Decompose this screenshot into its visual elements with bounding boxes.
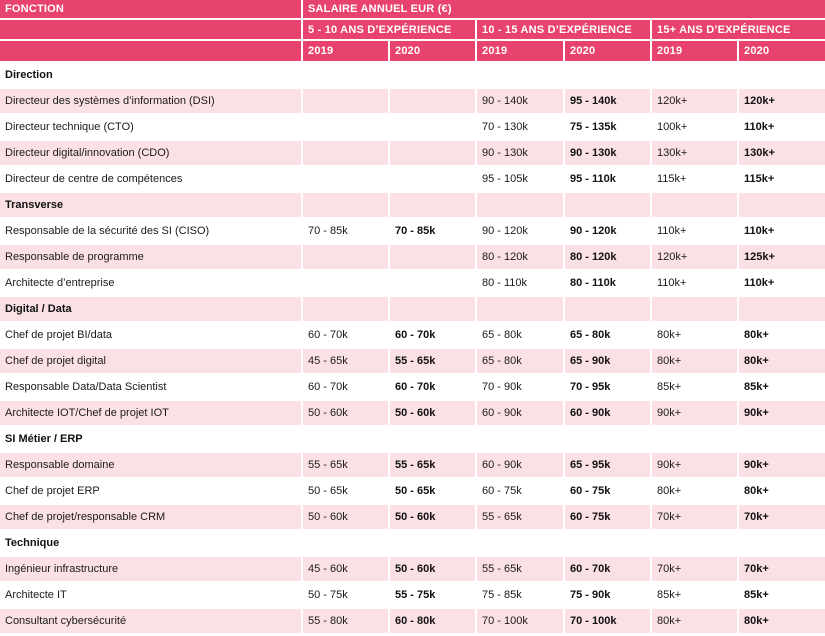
fonction-label: Consultant cybersécurité bbox=[0, 608, 302, 634]
table-row bbox=[0, 582, 825, 608]
fonction-label: Responsable domaine bbox=[0, 452, 302, 478]
table-row bbox=[0, 166, 825, 192]
salary-cell-2019: 70 - 90k bbox=[476, 374, 564, 400]
empty-cell bbox=[564, 62, 651, 88]
table-row bbox=[0, 452, 825, 478]
empty-cell bbox=[389, 192, 476, 218]
salary-cell-2019: 70 - 85k bbox=[302, 218, 389, 244]
salary-cell-2019: 90 - 140k bbox=[476, 88, 564, 114]
table-row bbox=[0, 88, 825, 114]
salary-cell-2019: 95 - 105k bbox=[476, 166, 564, 192]
salary-cell-2019: 70 - 130k bbox=[476, 114, 564, 140]
fonction-label: Ingénieur infrastructure bbox=[0, 556, 302, 582]
salary-cell-2019: 60 - 90k bbox=[476, 452, 564, 478]
salary-cell-2020 bbox=[389, 140, 476, 166]
salary-cell-2020: 60 - 90k bbox=[564, 400, 651, 426]
salary-cell-2020: 60 - 75k bbox=[564, 478, 651, 504]
salary-cell-2019: 50 - 60k bbox=[302, 504, 389, 530]
salary-cell-2019: 110k+ bbox=[651, 218, 738, 244]
salary-cell-2019 bbox=[302, 140, 389, 166]
salary-cell-2019: 90 - 120k bbox=[476, 218, 564, 244]
salary-cell-2020: 90k+ bbox=[738, 452, 825, 478]
salary-cell-2020: 110k+ bbox=[738, 114, 825, 140]
salary-cell-2020: 55 - 65k bbox=[389, 348, 476, 374]
header-year: 2020 bbox=[564, 40, 651, 62]
salary-cell-2019: 55 - 65k bbox=[476, 556, 564, 582]
salary-cell-2019: 120k+ bbox=[651, 244, 738, 270]
fonction-label: Architecte d’entreprise bbox=[0, 270, 302, 296]
header-spacer bbox=[0, 40, 302, 62]
category-row bbox=[0, 530, 825, 556]
empty-cell bbox=[476, 296, 564, 322]
salary-cell-2020: 70k+ bbox=[738, 504, 825, 530]
salary-cell-2020: 60 - 70k bbox=[564, 556, 651, 582]
salary-cell-2019: 70k+ bbox=[651, 504, 738, 530]
empty-cell bbox=[302, 62, 389, 88]
table-body bbox=[0, 62, 825, 634]
salary-cell-2019: 120k+ bbox=[651, 88, 738, 114]
header-spacer bbox=[0, 19, 302, 40]
category-row bbox=[0, 192, 825, 218]
salary-cell-2020: 65 - 95k bbox=[564, 452, 651, 478]
salary-cell-2019: 45 - 65k bbox=[302, 348, 389, 374]
header-year: 2020 bbox=[738, 40, 825, 62]
salary-cell-2019: 50 - 75k bbox=[302, 582, 389, 608]
empty-cell bbox=[738, 192, 825, 218]
header-fonction: FONCTION bbox=[0, 0, 302, 19]
empty-cell bbox=[564, 192, 651, 218]
empty-cell bbox=[302, 426, 389, 452]
table-row bbox=[0, 374, 825, 400]
salary-cell-2019: 80k+ bbox=[651, 478, 738, 504]
category-label: Direction bbox=[0, 62, 302, 88]
fonction-label: Architecte IT bbox=[0, 582, 302, 608]
salary-cell-2019: 75 - 85k bbox=[476, 582, 564, 608]
salary-cell-2020: 60 - 70k bbox=[389, 322, 476, 348]
salary-cell-2020: 70k+ bbox=[738, 556, 825, 582]
empty-cell bbox=[651, 62, 738, 88]
salary-cell-2020 bbox=[389, 114, 476, 140]
salary-cell-2019: 85k+ bbox=[651, 374, 738, 400]
salary-cell-2020: 80k+ bbox=[738, 608, 825, 634]
salary-cell-2020: 110k+ bbox=[738, 270, 825, 296]
table-row bbox=[0, 348, 825, 374]
salary-cell-2019: 70 - 100k bbox=[476, 608, 564, 634]
table-row bbox=[0, 556, 825, 582]
salary-cell-2020: 80 - 120k bbox=[564, 244, 651, 270]
empty-cell bbox=[564, 296, 651, 322]
salary-cell-2020: 85k+ bbox=[738, 374, 825, 400]
salary-cell-2019: 50 - 60k bbox=[302, 400, 389, 426]
salary-cell-2020: 80k+ bbox=[738, 322, 825, 348]
salary-cell-2019: 80k+ bbox=[651, 322, 738, 348]
salary-cell-2020: 75 - 90k bbox=[564, 582, 651, 608]
empty-cell bbox=[738, 530, 825, 556]
table-row bbox=[0, 244, 825, 270]
salary-cell-2020: 80k+ bbox=[738, 348, 825, 374]
salary-cell-2019: 55 - 65k bbox=[302, 452, 389, 478]
fonction-label: Directeur digital/innovation (CDO) bbox=[0, 140, 302, 166]
salary-cell-2019: 65 - 80k bbox=[476, 348, 564, 374]
fonction-label: Directeur technique (CTO) bbox=[0, 114, 302, 140]
table-row bbox=[0, 218, 825, 244]
empty-cell bbox=[302, 192, 389, 218]
salary-cell-2019: 50 - 65k bbox=[302, 478, 389, 504]
category-row bbox=[0, 296, 825, 322]
salary-cell-2020 bbox=[389, 244, 476, 270]
empty-cell bbox=[651, 192, 738, 218]
empty-cell bbox=[651, 426, 738, 452]
salary-cell-2019 bbox=[302, 244, 389, 270]
salary-cell-2020: 50 - 60k bbox=[389, 504, 476, 530]
fonction-label: Chef de projet ERP bbox=[0, 478, 302, 504]
salary-cell-2020: 90k+ bbox=[738, 400, 825, 426]
header-year: 2020 bbox=[389, 40, 476, 62]
category-label: Technique bbox=[0, 530, 302, 556]
fonction-label: Responsable de la sécurité des SI (CISO) bbox=[0, 218, 302, 244]
salary-cell-2020: 65 - 80k bbox=[564, 322, 651, 348]
fonction-label: Responsable de programme bbox=[0, 244, 302, 270]
salary-cell-2019: 80k+ bbox=[651, 608, 738, 634]
category-label: Digital / Data bbox=[0, 296, 302, 322]
salary-cell-2019: 115k+ bbox=[651, 166, 738, 192]
salary-cell-2020: 60 - 80k bbox=[389, 608, 476, 634]
table-row bbox=[0, 322, 825, 348]
empty-cell bbox=[389, 426, 476, 452]
header-group-10-15: 10 - 15 ANS D’EXPÉRIENCE bbox=[476, 19, 651, 40]
fonction-label: Chef de projet/responsable CRM bbox=[0, 504, 302, 530]
fonction-label: Responsable Data/Data Scientist bbox=[0, 374, 302, 400]
empty-cell bbox=[389, 62, 476, 88]
salary-cell-2020: 80 - 110k bbox=[564, 270, 651, 296]
salary-cell-2020: 50 - 65k bbox=[389, 478, 476, 504]
salary-cell-2020 bbox=[389, 270, 476, 296]
salary-cell-2019: 45 - 60k bbox=[302, 556, 389, 582]
salary-cell-2019: 60 - 75k bbox=[476, 478, 564, 504]
salary-cell-2019 bbox=[302, 270, 389, 296]
salary-cell-2020: 60 - 75k bbox=[564, 504, 651, 530]
salary-cell-2020: 120k+ bbox=[738, 88, 825, 114]
fonction-label: Architecte IOT/Chef de projet IOT bbox=[0, 400, 302, 426]
salary-cell-2019: 130k+ bbox=[651, 140, 738, 166]
salary-cell-2019: 60 - 90k bbox=[476, 400, 564, 426]
category-row bbox=[0, 426, 825, 452]
salary-cell-2019: 80 - 110k bbox=[476, 270, 564, 296]
salary-cell-2020 bbox=[389, 88, 476, 114]
fonction-label: Directeur des systèmes d’information (DSI) bbox=[0, 88, 302, 114]
fonction-label: Chef de projet digital bbox=[0, 348, 302, 374]
salary-cell-2020: 95 - 110k bbox=[564, 166, 651, 192]
salary-cell-2019: 80k+ bbox=[651, 348, 738, 374]
header-year: 2019 bbox=[476, 40, 564, 62]
empty-cell bbox=[302, 530, 389, 556]
header-year: 2019 bbox=[651, 40, 738, 62]
empty-cell bbox=[651, 296, 738, 322]
header-year: 2019 bbox=[302, 40, 389, 62]
empty-cell bbox=[738, 426, 825, 452]
salary-cell-2020: 115k+ bbox=[738, 166, 825, 192]
header-salaire: SALAIRE ANNUEL EUR (€) bbox=[302, 0, 825, 19]
salary-cell-2019: 100k+ bbox=[651, 114, 738, 140]
fonction-label: Chef de projet BI/data bbox=[0, 322, 302, 348]
empty-cell bbox=[564, 426, 651, 452]
salary-cell-2020: 60 - 70k bbox=[389, 374, 476, 400]
salary-cell-2019: 110k+ bbox=[651, 270, 738, 296]
salary-cell-2020 bbox=[389, 166, 476, 192]
empty-cell bbox=[476, 426, 564, 452]
table-row bbox=[0, 270, 825, 296]
category-label: SI Métier / ERP bbox=[0, 426, 302, 452]
salary-cell-2019: 90k+ bbox=[651, 400, 738, 426]
table-row bbox=[0, 478, 825, 504]
salary-cell-2019: 90k+ bbox=[651, 452, 738, 478]
salary-cell-2019: 55 - 65k bbox=[476, 504, 564, 530]
salary-cell-2019 bbox=[302, 88, 389, 114]
salary-cell-2020: 130k+ bbox=[738, 140, 825, 166]
salary-cell-2019 bbox=[302, 114, 389, 140]
table-header bbox=[0, 0, 825, 62]
salary-cell-2020: 70 - 95k bbox=[564, 374, 651, 400]
salary-cell-2019: 90 - 130k bbox=[476, 140, 564, 166]
salary-cell-2020: 90 - 130k bbox=[564, 140, 651, 166]
empty-cell bbox=[302, 296, 389, 322]
salary-cell-2020: 70 - 100k bbox=[564, 608, 651, 634]
salary-cell-2019: 60 - 70k bbox=[302, 374, 389, 400]
table-row bbox=[0, 400, 825, 426]
category-label: Transverse bbox=[0, 192, 302, 218]
header-group-15plus: 15+ ANS D’EXPÉRIENCE bbox=[651, 19, 825, 40]
table-row bbox=[0, 608, 825, 634]
salary-cell-2020: 50 - 60k bbox=[389, 400, 476, 426]
salary-cell-2020: 55 - 65k bbox=[389, 452, 476, 478]
salary-cell-2019: 65 - 80k bbox=[476, 322, 564, 348]
salary-cell-2019: 55 - 80k bbox=[302, 608, 389, 634]
salary-cell-2020: 85k+ bbox=[738, 582, 825, 608]
empty-cell bbox=[651, 530, 738, 556]
salary-cell-2019: 85k+ bbox=[651, 582, 738, 608]
salary-cell-2019: 80 - 120k bbox=[476, 244, 564, 270]
salary-cell-2019: 70k+ bbox=[651, 556, 738, 582]
empty-cell bbox=[738, 296, 825, 322]
salary-cell-2019: 60 - 70k bbox=[302, 322, 389, 348]
salary-cell-2020: 65 - 90k bbox=[564, 348, 651, 374]
empty-cell bbox=[389, 530, 476, 556]
salary-cell-2020: 125k+ bbox=[738, 244, 825, 270]
empty-cell bbox=[476, 62, 564, 88]
salary-cell-2019 bbox=[302, 166, 389, 192]
empty-cell bbox=[476, 192, 564, 218]
salary-cell-2020: 110k+ bbox=[738, 218, 825, 244]
salary-cell-2020: 80k+ bbox=[738, 478, 825, 504]
salary-cell-2020: 75 - 135k bbox=[564, 114, 651, 140]
empty-cell bbox=[738, 62, 825, 88]
table-row bbox=[0, 504, 825, 530]
salary-cell-2020: 55 - 75k bbox=[389, 582, 476, 608]
empty-cell bbox=[389, 296, 476, 322]
table-row bbox=[0, 140, 825, 166]
salary-cell-2020: 50 - 60k bbox=[389, 556, 476, 582]
empty-cell bbox=[564, 530, 651, 556]
category-row bbox=[0, 62, 825, 88]
table-row bbox=[0, 114, 825, 140]
header-group-5-10: 5 - 10 ANS D’EXPÉRIENCE bbox=[302, 19, 476, 40]
salary-cell-2020: 90 - 120k bbox=[564, 218, 651, 244]
empty-cell bbox=[476, 530, 564, 556]
salary-cell-2020: 95 - 140k bbox=[564, 88, 651, 114]
fonction-label: Directeur de centre de compétences bbox=[0, 166, 302, 192]
salary-cell-2020: 70 - 85k bbox=[389, 218, 476, 244]
